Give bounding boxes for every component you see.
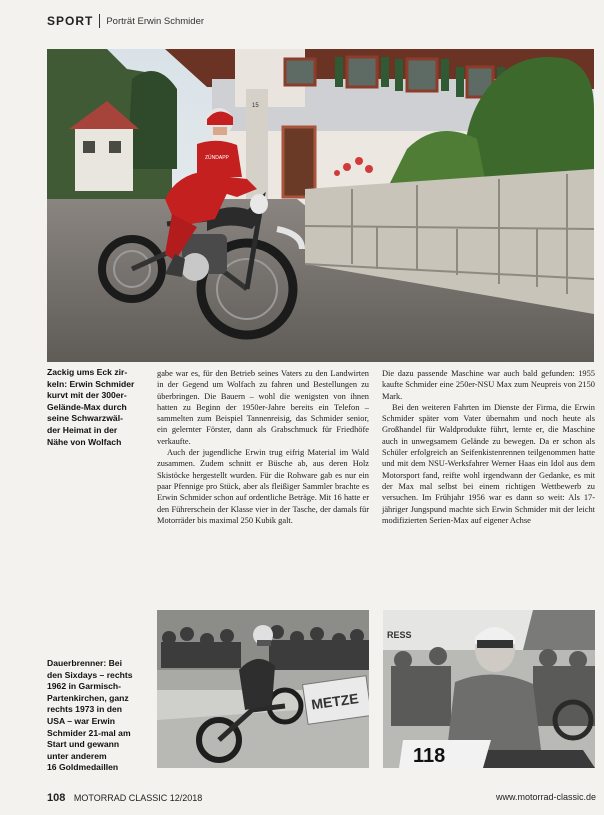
caption-line: Gelände-Max durch	[47, 401, 127, 412]
page-header	[47, 12, 204, 30]
header-divider	[99, 14, 100, 28]
website-link[interactable]: www.motorrad-classic.de	[495, 792, 596, 802]
sixdays-1962-illustration	[157, 610, 369, 768]
caption-line: Partenkirchen, ganz	[47, 692, 129, 703]
banner-text: METZE	[310, 690, 360, 713]
paragraph: gabe war es, für den Betrieb seines Vaters zu den Landwirten in der Gegend um Wolfach zu fahren und Bestellungen zu überbringen. Die Bauern – wohl die wenigsten von ihnen hatten zu Beginn der 1950er-Jahre bereits ein Telefon – sammelten zum Beispiel Tannenreisig, das Schmider senior, ein gelernter Förster, dann als Grabschmuck für Friedhöfe verkaufte.	[157, 369, 369, 446]
caption-line: seine Schwarzwäl-	[47, 413, 123, 424]
usa-1973-illustration	[383, 610, 595, 768]
paragraph: Bei den weiteren Fahrten im Dienste der Firma, die Erwin Schmider später vom Vater übernahm und noch heute als Großhandel für Waldprodukte führt, lernte er, die Maschine auch in unwegsamem Gelände zu bewegen. Da er schon als Schüler erfolgreich an Seifenkistenrennen teilgenommen hatte und mit dem NSU-Werksfahrer Werner Haas ein Idol aus dem Motorsport fand, reifte wohl irgendwann der Gedanke, es mit der Max mal selbst bei einem richtigen Wettbewerb zu versuchen. Im Frühjahr 1956 war es dann so weit: Als 17-jähriger Jungspund machte sich Erwin Schmider mit der leicht modifizierten Serien-Max auf eigener Achse	[382, 402, 595, 525]
banner-text: RESS	[387, 630, 412, 640]
caption-line: den Sixdays – rechts	[47, 669, 133, 680]
page-number: 108	[47, 792, 66, 804]
article-column-right	[382, 368, 595, 526]
caption-line: keln: Erwin Schmider	[47, 378, 135, 389]
paragraph: Die dazu passende Maschine war auch bald gefunden: 1955 kaufte Schmider eine 250er-NSU Max zum Neupreis von 2150 Mark.	[382, 369, 595, 401]
caption-line: Schmider 21-mal am	[47, 727, 131, 738]
page-footer-left	[47, 792, 202, 804]
caption-line: Nähe von Wolfach	[47, 436, 122, 447]
caption-line: der Heimat in der	[47, 424, 118, 435]
caption-line: Dauerbrenner: Bei	[47, 658, 122, 668]
caption-line: kurvt mit der 300er-	[47, 390, 127, 401]
caption-line: USA – war Erwin	[47, 715, 115, 726]
house-number: 15	[252, 103, 259, 109]
caption-line: unter anderem	[47, 750, 107, 761]
article-title: Porträt Erwin Schmider	[106, 15, 205, 27]
section-label: SPORT	[47, 14, 94, 28]
caption-line: rechts 1973 in den	[47, 704, 122, 715]
bottom-photos-caption	[47, 658, 151, 774]
article-column-middle	[157, 368, 369, 526]
caption-line: 1962 in Garmisch-	[47, 681, 122, 692]
main-photo-caption	[47, 367, 147, 448]
paragraph: Auch der jugendliche Erwin trug eifrig Material im Wald zusammen. Zudem schnitt er Büsche ab, aus deren Holz Skistöcke hergestellt wurden. Für die Rohware gab es nur ein paar Pfennige pro Stück, aber als fleißiger Sammler brachte es Erwin Schmider schon auf ordentliche Beträge. Mit 16 hatte er den Führerschein der Klasse vier in der Tasche, der damals für Motorräder bis maximal 250 Kubik galt.	[157, 448, 369, 525]
caption-line: Start und gewann	[47, 739, 120, 750]
svg-text:ZÜNDAPP: ZÜNDAPP	[205, 155, 229, 161]
race-number: 118	[413, 745, 446, 767]
caption-line: Zackig ums Eck zir-	[47, 367, 128, 377]
sixdays-1962-photo	[157, 610, 369, 768]
magazine-issue: MOTORRAD CLASSIC 12/2018	[73, 793, 203, 803]
caption-line: 16 Goldmedaillen	[47, 762, 119, 773]
main-photo	[47, 49, 594, 362]
usa-1973-photo	[383, 610, 595, 768]
main-photo-illustration	[47, 49, 594, 362]
